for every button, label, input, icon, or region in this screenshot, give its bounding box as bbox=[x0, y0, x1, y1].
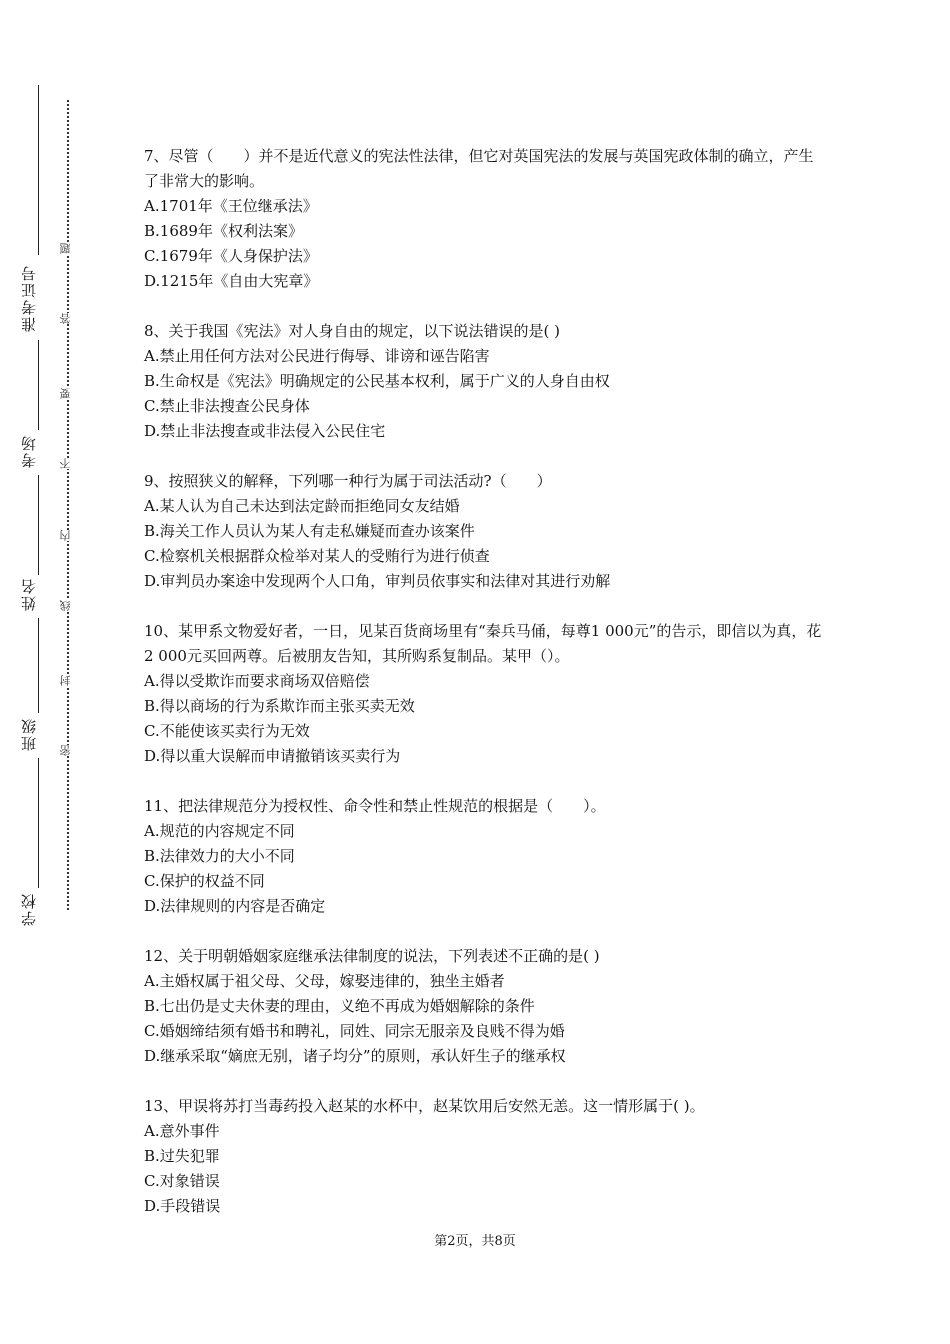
seal-char: 答 bbox=[60, 313, 76, 324]
option-c: C.1679年《人身保护法》 bbox=[144, 247, 318, 265]
fill-line bbox=[38, 340, 39, 430]
option-b: B.生命权是《宪法》明确规定的公民基本权利，属于广义的人身自由权 bbox=[144, 372, 610, 390]
page-footer: 第2页，共8页 bbox=[434, 1234, 516, 1249]
option-b: B.海关工作人员认为某人有走私嫌疑而查办该案件 bbox=[144, 522, 475, 540]
question-stem: 7、尽管（ ）并不是近代意义的宪法性法律，但它对英国宪法的发展与英国宪政体制的确立，产生了非常大的影响。 bbox=[144, 147, 814, 190]
option-c: C.对象错误 bbox=[144, 1172, 220, 1190]
option-b: B.过失犯罪 bbox=[144, 1147, 220, 1165]
question-11 bbox=[144, 794, 824, 919]
option-a: A.某人认为自己未达到法定龄而拒绝同女友结婚 bbox=[144, 497, 460, 515]
label-exam-id: 准考证号 bbox=[20, 264, 38, 332]
option-d: D.手段错误 bbox=[144, 1197, 221, 1215]
label-exam-room: 考场 bbox=[20, 434, 38, 468]
question-stem: 13、甲误将苏打当毒药投入赵某的水杯中，赵某饮用后安然无恙。这一情形属于( )。 bbox=[144, 1097, 705, 1115]
option-c: C.婚姻缔结须有婚书和聘礼，同姓、同宗无服亲及良贱不得为婚 bbox=[144, 1022, 565, 1040]
label-class: 班级 bbox=[20, 717, 38, 751]
option-c: C.禁止非法搜查公民身体 bbox=[144, 397, 310, 415]
question-12 bbox=[144, 944, 824, 1069]
question-stem: 12、关于明朝婚姻家庭继承法律制度的说法，下列表述不正确的是( ) bbox=[144, 947, 600, 965]
option-b: B.法律效力的大小不同 bbox=[144, 847, 295, 865]
option-b: B.得以商场的行为系欺诈而主张买卖无效 bbox=[144, 697, 415, 715]
option-a: A.意外事件 bbox=[144, 1122, 220, 1140]
seal-char: 封 bbox=[60, 675, 76, 686]
option-a: A.主婚权属于祖父母、父母，嫁娶违律的，独坐主婚者 bbox=[144, 972, 505, 990]
seal-char: 内 bbox=[60, 530, 76, 541]
option-c: C.不能使该买卖行为无效 bbox=[144, 722, 310, 740]
binding-margin bbox=[0, 0, 110, 1344]
fill-line bbox=[38, 85, 39, 255]
option-d: D.得以重大误解而申请撤销该买卖行为 bbox=[144, 747, 401, 765]
question-list bbox=[144, 144, 824, 1244]
fill-line bbox=[38, 475, 39, 575]
label-name: 姓名 bbox=[20, 577, 38, 611]
option-d: D.审判员办案途中发现两个人口角，审判员依事实和法律对其进行劝解 bbox=[144, 572, 611, 590]
seal-char: 不 bbox=[60, 458, 76, 469]
option-a: A.得以受欺诈而要求商场双倍赔偿 bbox=[144, 672, 370, 690]
fill-line bbox=[38, 618, 39, 713]
seal-char: 密 bbox=[60, 745, 76, 756]
fill-line bbox=[38, 758, 39, 888]
seal-char: 题 bbox=[60, 243, 76, 254]
option-d: D.1215年《自由大宪章》 bbox=[144, 272, 319, 290]
question-stem: 11、把法律规范分为授权性、命令性和禁止性规范的根据是（ ）。 bbox=[144, 797, 606, 815]
question-13 bbox=[144, 1094, 824, 1219]
question-stem: 10、某甲系文物爱好者，一日，见某百货商场里有“秦兵马俑，每尊1 000元”的告示，即信以为真，花2 000元买回两尊。后被朋友告知，其所购系复制品。某甲（）。 bbox=[144, 622, 822, 665]
option-b: B.1689年《权利法案》 bbox=[144, 222, 303, 240]
option-b: B.七出仍是丈夫休妻的理由，义绝不再成为婚姻解除的条件 bbox=[144, 997, 535, 1015]
question-stem: 9、按照狭义的解释，下列哪一种行为属于司法活动?（ ） bbox=[144, 472, 552, 490]
seal-char: 要 bbox=[60, 388, 76, 399]
option-a: A.禁止用任何方法对公民进行侮辱、诽谤和诬告陷害 bbox=[144, 347, 490, 365]
seal-dotted-line bbox=[67, 100, 69, 910]
seal-char: 线 bbox=[60, 600, 76, 611]
option-c: C.检察机关根据群众检举对某人的受贿行为进行侦查 bbox=[144, 547, 490, 565]
option-d: D.法律规则的内容是否确定 bbox=[144, 897, 326, 915]
question-9 bbox=[144, 469, 824, 594]
option-d: D.继承采取“嫡庶无别，诸子均分”的原则，承认奸生子的继承权 bbox=[144, 1047, 566, 1065]
question-stem: 8、关于我国《宪法》对人身自由的规定，以下说法错误的是( ) bbox=[144, 322, 561, 340]
question-10 bbox=[144, 619, 824, 769]
option-a: A.规范的内容规定不同 bbox=[144, 822, 295, 840]
option-c: C.保护的权益不同 bbox=[144, 872, 265, 890]
option-a: A.1701年《王位继承法》 bbox=[144, 197, 318, 215]
label-school: 学校 bbox=[20, 892, 38, 926]
question-7 bbox=[144, 144, 824, 294]
question-8 bbox=[144, 319, 824, 444]
option-d: D.禁止非法搜查或非法侵入公民住宅 bbox=[144, 422, 386, 440]
